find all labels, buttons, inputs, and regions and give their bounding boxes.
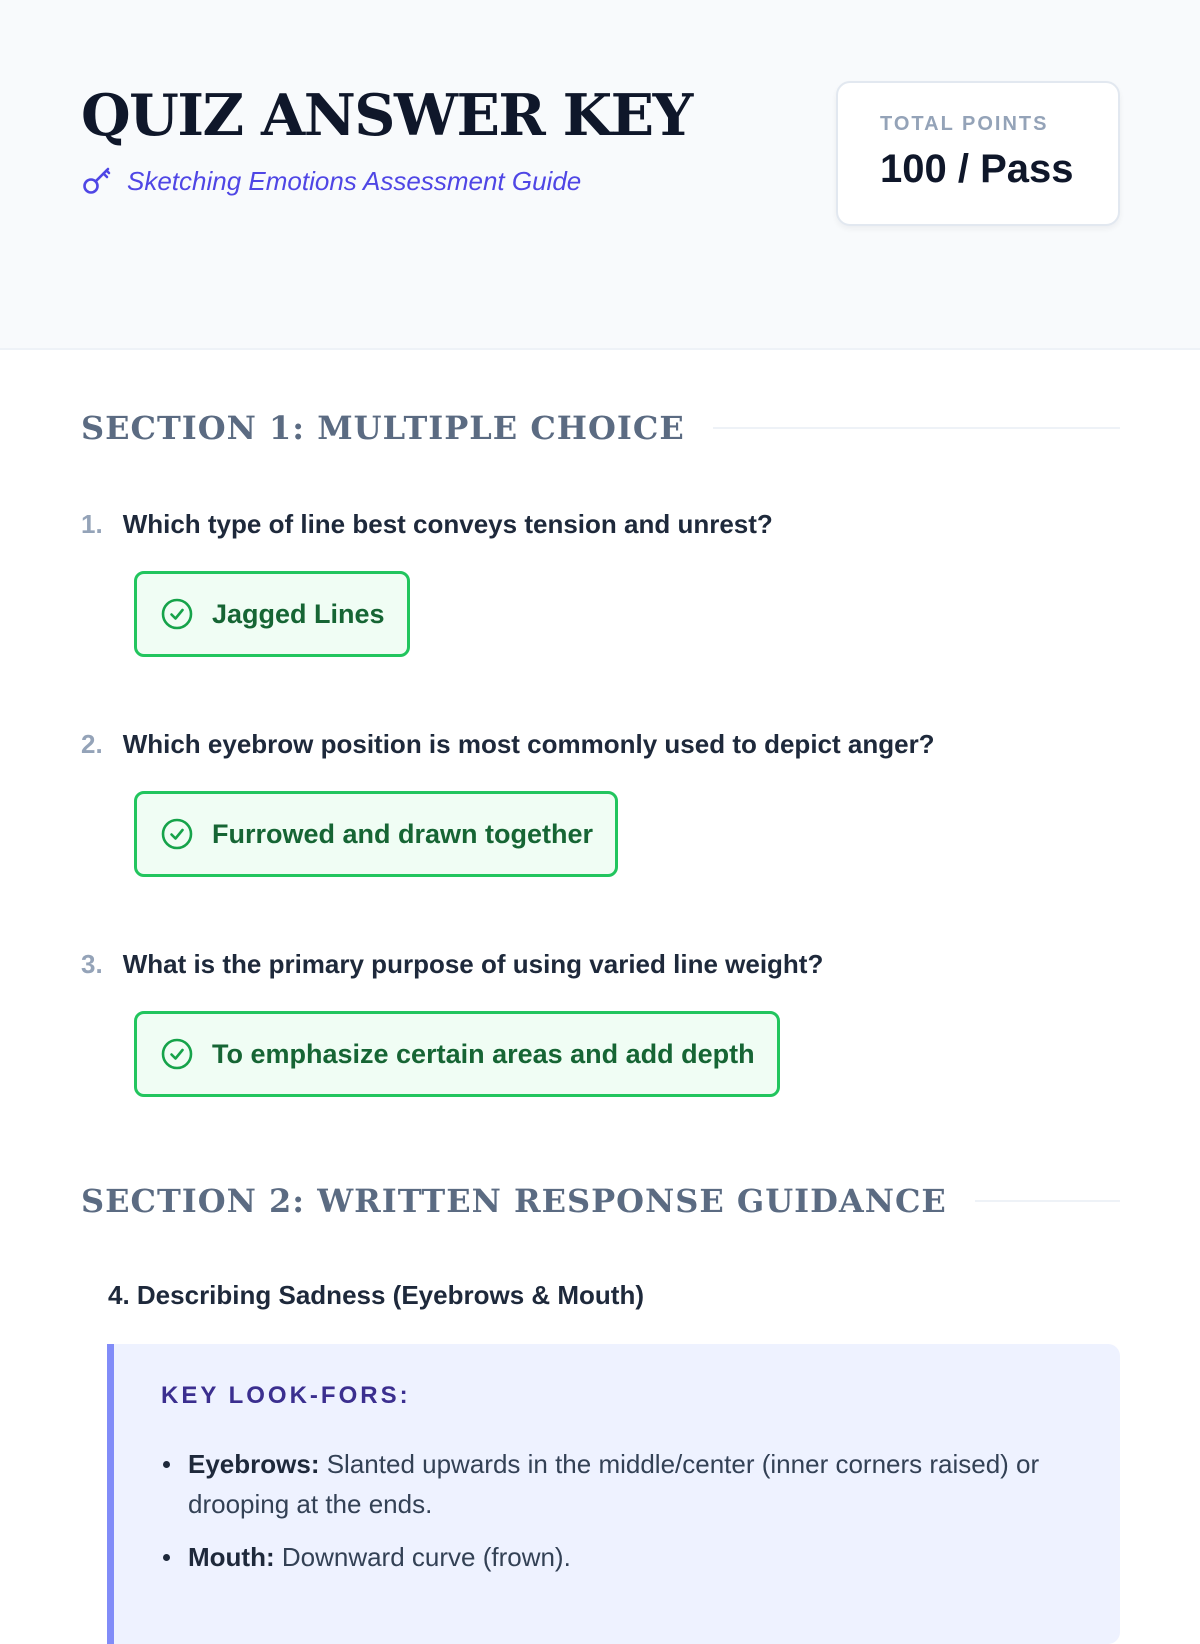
- header: [0, 0, 1200, 350]
- key-look-fors-list: [161, 1444, 1081, 1590]
- key-icon: [81, 165, 113, 197]
- section-2-divider: [975, 1200, 1120, 1202]
- subtitle-text: Sketching Emotions Assessment Guide: [127, 165, 582, 196]
- question-1-number: 1.: [81, 508, 103, 539]
- total-points-card: [836, 81, 1120, 226]
- page-title: QUIZ ANSWER KEY: [81, 82, 692, 149]
- check-circle-icon: [160, 1037, 194, 1071]
- section-1-title: SECTION 1: MULTIPLE CHOICE: [81, 409, 685, 447]
- answer-3-text: To emphasize certain areas and add depth: [212, 1038, 755, 1069]
- check-circle-icon: [160, 817, 194, 851]
- question-1: [81, 507, 773, 541]
- question-2-number: 2.: [81, 728, 103, 759]
- list-item: [161, 1444, 1081, 1524]
- look-for-text: Downward curve (frown).: [281, 1542, 571, 1572]
- look-for-text: Slanted upwards in the middle/center (inner corners raised) or drooping at the ends.: [188, 1449, 1040, 1519]
- question-3-text: What is the primary purpose of using varied line weight?: [122, 948, 824, 979]
- answer-1-correct: [134, 571, 410, 657]
- subtitle: [81, 164, 581, 198]
- key-look-fors-box: [107, 1344, 1120, 1644]
- question-3-number: 3.: [81, 948, 103, 979]
- answer-2-text: Furrowed and drawn together: [212, 818, 594, 849]
- question-4-title: 4. Describing Sadness (Eyebrows & Mouth): [108, 1280, 644, 1310]
- check-circle-icon: [160, 597, 194, 631]
- look-for-term: Mouth:: [188, 1542, 282, 1572]
- question-2-text: Which eyebrow position is most commonly used to depict anger?: [122, 728, 935, 759]
- question-1-text: Which type of line best conveys tension and unrest?: [122, 508, 773, 539]
- look-for-term: Eyebrows:: [188, 1449, 327, 1479]
- total-points-value: 100 / Pass: [880, 147, 1074, 191]
- section-2-heading: [81, 1179, 1120, 1223]
- section-1-divider: [713, 427, 1120, 429]
- question-3: [81, 947, 823, 981]
- total-points-label: TOTAL POINTS: [880, 113, 1049, 135]
- section-1-heading: [81, 406, 1120, 450]
- answer-3-correct: [134, 1011, 780, 1097]
- list-item: [161, 1537, 1081, 1577]
- key-look-fors-label: KEY LOOK-FORS:: [161, 1382, 411, 1409]
- section-2-title: SECTION 2: WRITTEN RESPONSE GUIDANCE: [81, 1182, 947, 1220]
- question-2: [81, 727, 935, 761]
- answer-1-text: Jagged Lines: [212, 598, 385, 629]
- answer-2-correct: [134, 791, 618, 877]
